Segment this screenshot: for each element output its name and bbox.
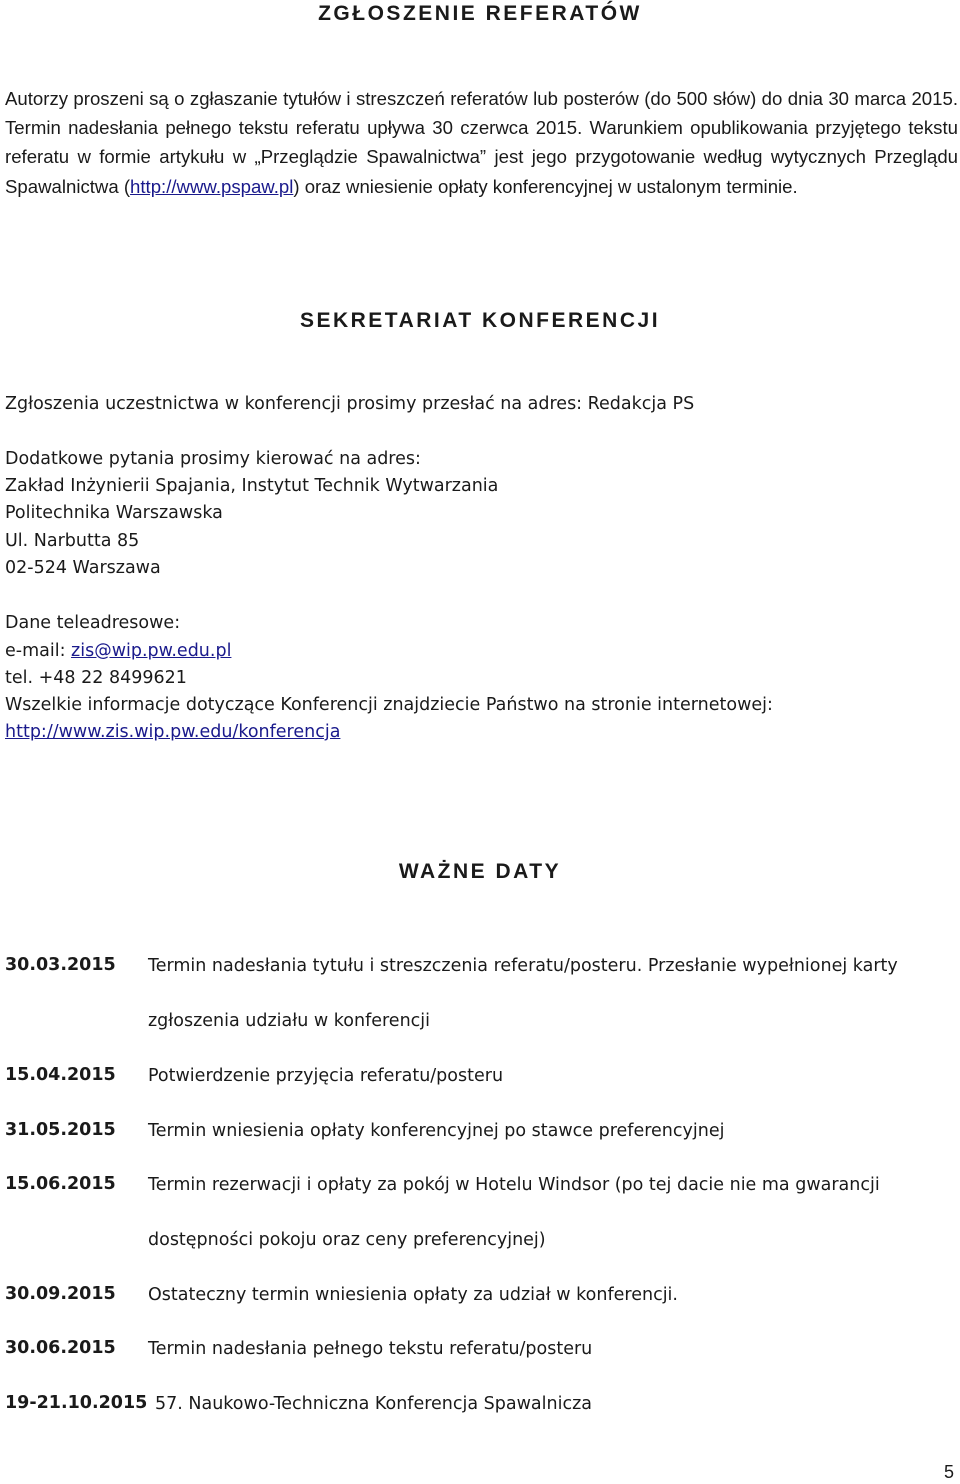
address-line: 02-524 Warszawa <box>5 558 161 578</box>
date-description: Potwierdzenie przyjęcia referatu/posteru <box>148 1066 504 1086</box>
intro-text-before-link: Autorzy proszeni są o zgłaszanie tytułów i streszczeń referatów lub posterów (do 500 słów) do dnia 30 marca 2015. Termin nadesłania pełnego tekstu referatu upływa 30 czerwca 2015. Warunkiem opublikowania przyjętego tekstu referatu w formie artykułu w „Przeglądzie Spawalnictwa” jest jego przygotowanie według wytycznych Przeglądu Spawalnictwa ( <box>5 88 958 197</box>
date-value: 30.03.2015 <box>5 955 116 975</box>
date-value: 31.05.2015 <box>5 1120 116 1140</box>
questions-intro: Dodatkowe pytania prosimy kierować na adres: <box>5 449 421 469</box>
address-line: Zakład Inżynierii Spajania, Instytut Technik Wytwarzania <box>5 476 499 496</box>
conference-website-link[interactable]: http://www.zis.wip.pw.edu/konferencja <box>5 722 341 742</box>
email-label: e-mail: <box>5 641 72 661</box>
address-line: Ul. Narbutta 85 <box>5 531 140 551</box>
pspaw-link[interactable]: http://www.pspaw.pl <box>130 175 294 197</box>
date-description: Termin nadesłania tytułu i streszczenia referatu/posteru. Przesłanie wypełnionej karty zgłoszenia udziału w konferencji <box>148 956 898 1031</box>
address-line: Politechnika Warszawska <box>5 503 223 523</box>
registration-text: Zgłoszenia uczestnictwa w konferencji prosimy przesłać na adres: Redakcja PS <box>5 394 695 414</box>
date-value: 15.04.2015 <box>5 1065 116 1085</box>
date-value: 30.06.2015 <box>5 1338 116 1358</box>
page-title: ZGŁOSZENIE REFERATÓW <box>318 2 642 25</box>
intro-text-after-link: ) oraz wniesienie opłaty konferencyjnej w ustalonym terminie. <box>293 175 798 197</box>
info-text: Wszelkie informacje dotyczące Konferencji znajdziecie Państwo na stronie internetowej: <box>5 695 773 715</box>
email-link[interactable]: zis@wip.pw.edu.pl <box>71 641 232 661</box>
date-description: 57. Naukowo-Techniczna Konferencja Spawalnicza <box>155 1394 592 1414</box>
important-dates-heading: WAŻNE DATY <box>398 860 562 883</box>
page-number: 5 <box>943 1462 954 1482</box>
date-value: 19-21.10.2015 <box>5 1393 148 1413</box>
phone-line: tel. +48 22 8499621 <box>5 668 187 688</box>
email-line <box>5 641 231 661</box>
date-value: 15.06.2015 <box>5 1174 116 1194</box>
website-line <box>5 722 340 742</box>
contact-heading: Dane teleadresowe: <box>5 613 181 633</box>
date-description: Termin nadesłania pełnego tekstu referatu/posteru <box>148 1339 593 1359</box>
date-description: Ostateczny termin wniesienia opłaty za udział w konferencji. <box>148 1285 678 1305</box>
secretariat-heading: SEKRETARIAT KONFERENCJI <box>299 309 661 332</box>
date-description: Termin rezerwacji i opłaty za pokój w Hotelu Windsor (po tej dacie nie ma gwarancji dostępności pokoju oraz ceny preferencyjnej) <box>148 1175 880 1250</box>
intro-paragraph <box>5 84 958 201</box>
date-description: Termin wniesienia opłaty konferencyjnej po stawce preferencyjnej <box>148 1121 725 1141</box>
date-value: 30.09.2015 <box>5 1284 116 1304</box>
